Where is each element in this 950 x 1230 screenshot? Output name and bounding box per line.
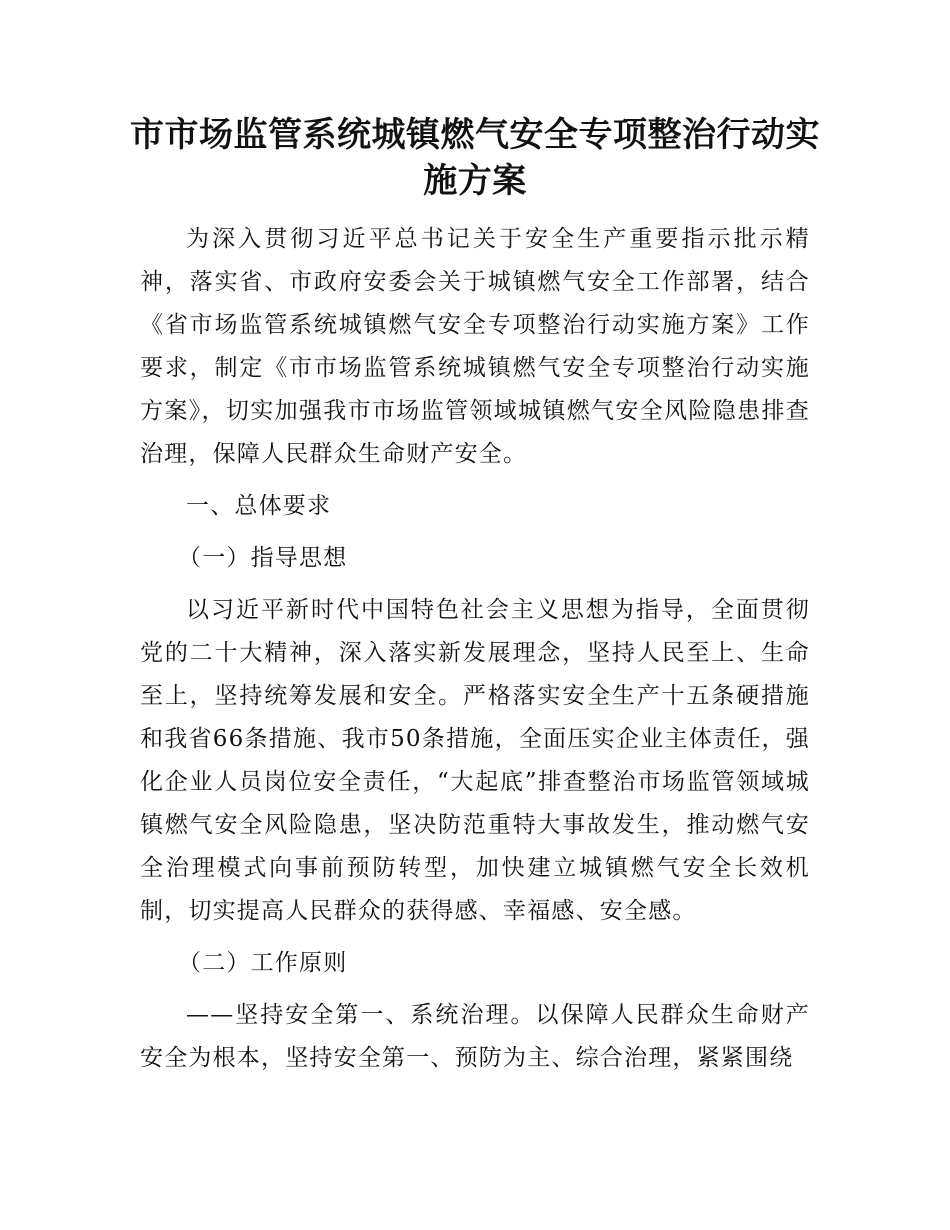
- document-title: 市市场监管系统城镇燃气安全专项整治行动实施方案: [130, 115, 820, 201]
- work-principles-paragraph: ——坚持安全第一、系统治理。以保障人民群众生命财产安全为根本，坚持安全第一、预防为主、综合治理，紧紧围绕: [140, 1002, 810, 1071]
- subsection-heading-guiding-ideology: （一）指导思想: [178, 545, 348, 571]
- intro-paragraph: 为深入贯彻习近平总书记关于安全生产重要指示批示精神，落实省、市政府安委会关于城镇燃气安全工作部署，结合《省市场监管系统城镇燃气安全专项整治行动实施方案》工作要求，制定《市市场监管系统城镇燃气安全专项整治行动实施方案》，切实加强我市市场监管领域城镇燃气安全风险隐患排查治理，保障人民群众生命财产安全。: [140, 226, 810, 467]
- subsection-heading-work-principles: （二）工作原则: [178, 950, 348, 976]
- section-heading-general-requirements: 一、总体要求: [186, 493, 332, 519]
- guiding-ideology-paragraph: 以习近平新时代中国特色社会主义思想为指导，全面贯彻党的二十大精神，深入落实新发展理念，坚持人民至上、生命至上，坚持统筹发展和安全。严格落实安全生产十五条硬措施和我省66条措施、我市50条措施，全面压实企业主体责任，强化企业人员岗位安全责任，“大起底”排查整治市场监管领域城镇燃气安全风险隐患，坚决防范重特大事故发生，推动燃气安全治理模式向事前预防转型，加快建立城镇燃气安全长效机制，切实提高人民群众的获得感、幸福感、安全感。: [140, 597, 810, 924]
- document-body: [140, 218, 810, 1089]
